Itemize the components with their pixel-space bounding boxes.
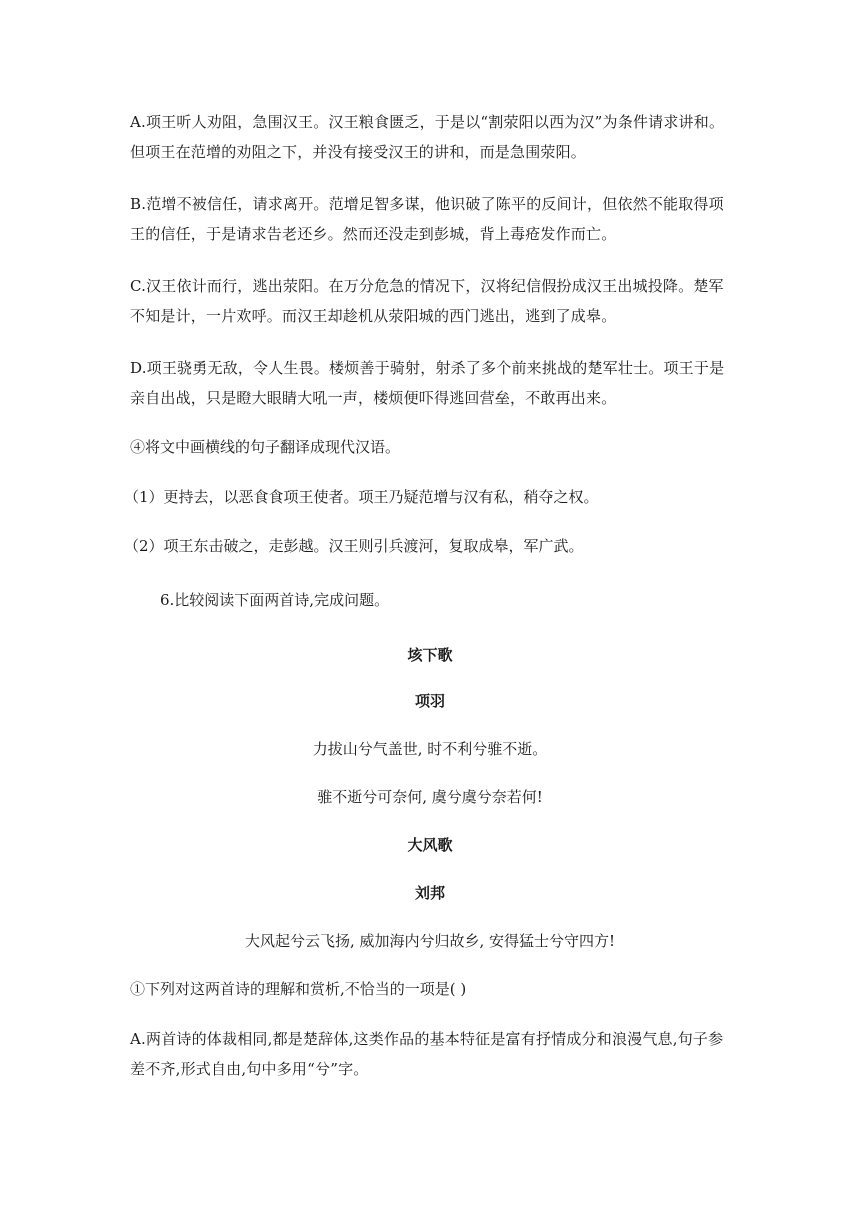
option-a-paragraph: A.项王听人劝阻，急围汉王。汉王粮食匮乏，于是以“割荥阳以西为汉”为条件请求讲和。但项王在范增的劝阻之下，并没有接受汉王的讲和，而是急围荥阳。 [130,113,725,161]
poem-1-line-1: 力拔山兮气盖世, 时不利兮骓不逝。 [312,740,548,758]
poem-1-author: 项羽 [414,692,445,710]
question-6-option-a: A.两首诗的体裁相同,都是楚辞体,这类作品的基本特征是富有抒情成分和浪漫气息,句子参差不齐,形式自由,句中多用“兮”字。 [130,1030,724,1078]
poem-2-title: 大风歌 [407,836,453,854]
option-d-paragraph: D.项王骁勇无敌，令人生畏。楼烦善于骑射，射杀了多个前来挑战的楚军壮士。项王于是亲自出战，只是瞪大眼睛大吼一声，楼烦便吓得逃回营垒，不敢再出来。 [130,359,725,407]
question-6-sub-1: ①下列对这两首诗的理解和赏析,不恰当的一项是( ) [130,980,467,998]
translate-prompt: ④将文中画横线的句子翻译成现代汉语。 [130,438,401,456]
question-6-intro: 6.比较阅读下面两首诗,完成问题。 [160,591,390,609]
poem-1-line-2: 骓不逝兮可奈何, 虞兮虞兮奈若何! [317,788,543,806]
translate-sentence-1: （1）更持去，以恶食食项王使者。项王乃疑范增与汉有私，稍夺之权。 [124,488,599,506]
poem-1-title: 垓下歌 [407,646,453,664]
option-c-paragraph: C.汉王依计而行，逃出荥阳。在万分危急的情况下，汉将纪信假扮成汉王出城投降。楚军不知是计，一片欢呼。而汉王却趁机从荥阳城的西门逃出，逃到了成皋。 [130,277,724,325]
option-b-paragraph: B.范增不被信任，请求离开。范增足智多谋，他识破了陈平的反间计，但依然不能取得项王的信任，于是请求告老还乡。然而还没走到彭城，背上毒疮发作而亡。 [130,195,724,243]
poem-2-author: 刘邦 [414,884,445,902]
poem-2-line-1: 大风起兮云飞扬, 威加海内兮归故乡, 安得猛士兮守四方! [244,932,616,950]
translate-sentence-2: （2）项王东击破之，走彭越。汉王则引兵渡河，复取成皋，军广武。 [124,537,584,555]
